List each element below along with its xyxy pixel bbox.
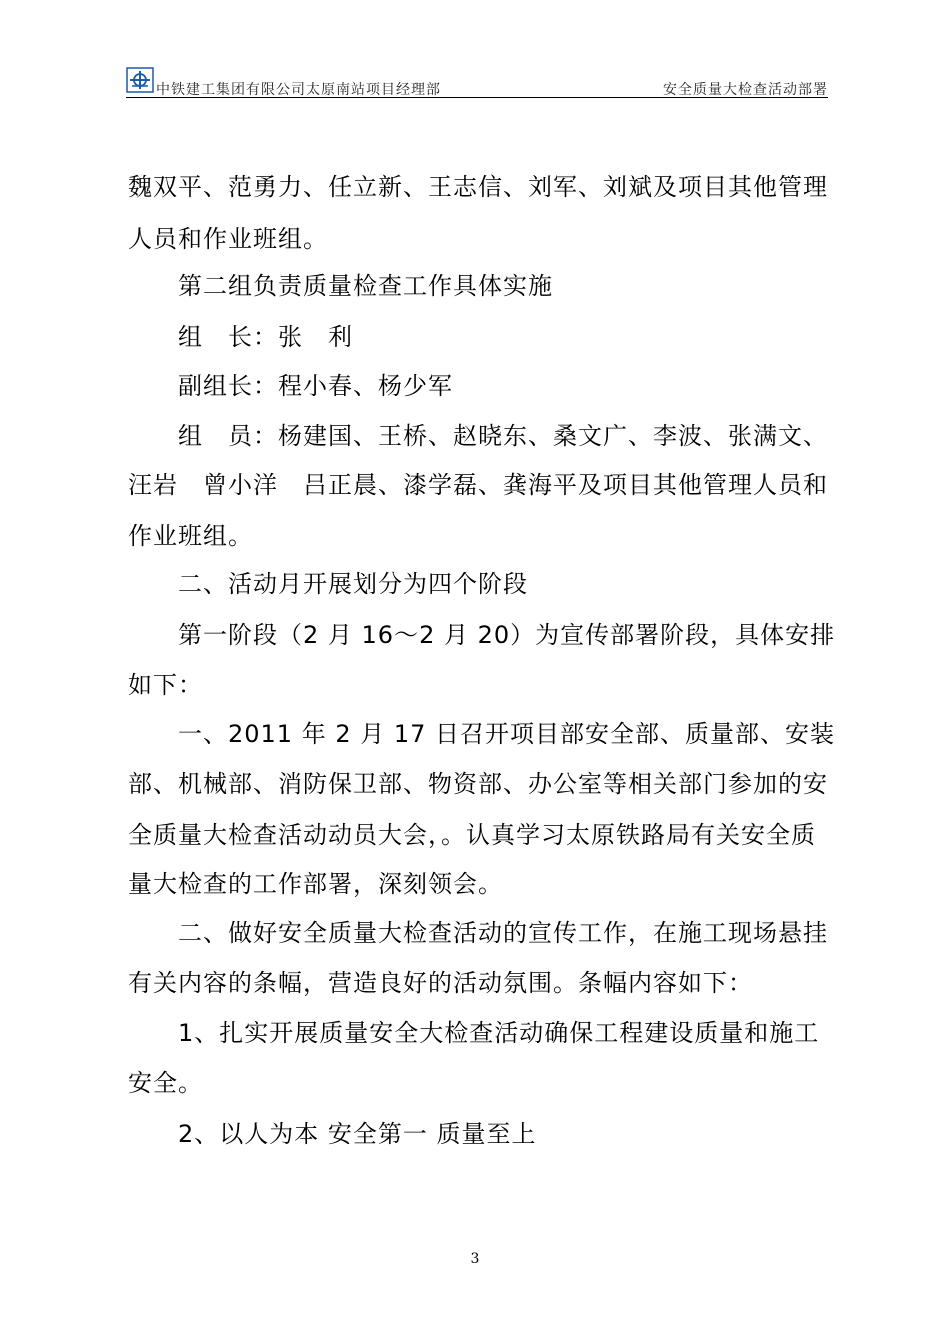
body-line: 副组长：程小春、杨少军 [178, 372, 453, 400]
body-line: 1、扎实开展质量安全大检查活动确保工程建设质量和施工 [178, 1019, 820, 1047]
body-line: 人员和作业班组。 [128, 225, 328, 253]
page-number: 3 [470, 1251, 480, 1267]
body-line: 第一阶段（2 月 16～2 月 20）为宣传部署阶段，具体安排 [178, 621, 836, 649]
section-heading: 二、活动月开展划分为四个阶段 [178, 570, 528, 598]
body-line: 作业班组。 [128, 522, 253, 550]
header-document-title: 安全质量大检查活动部署 [663, 82, 828, 98]
header-company-name: 中铁建工集团有限公司太原南站项目经理部 [156, 82, 441, 98]
body-line: 部、机械部、消防保卫部、物资部、办公室等相关部门参加的安 [128, 770, 828, 798]
body-line: 二、做好安全质量大检查活动的宣传工作，在施工现场悬挂 [178, 919, 828, 947]
body-line: 魏双平、范勇力、任立新、王志信、刘军、刘斌及项目其他管理 [128, 173, 828, 201]
section-heading: 第二组负责质量检查工作具体实施 [178, 272, 553, 300]
body-line: 有关内容的条幅，营造良好的活动氛围。条幅内容如下： [128, 969, 753, 997]
body-line: 组 员：杨建国、王桥、赵晓东、桑文广、李波、张满文、 [178, 422, 828, 450]
body-line: 安全。 [128, 1069, 203, 1097]
company-logo [126, 67, 154, 93]
header-divider [126, 97, 828, 98]
page-header [126, 64, 828, 98]
body-line: 量大检查的工作部署，深刻领会。 [128, 870, 503, 898]
body-line: 如下： [128, 671, 203, 699]
body-line: 汪岩 曾小洋 吕正晨、漆学磊、龚海平及项目其他管理人员和 [128, 471, 828, 499]
body-line: 组 长：张 利 [178, 323, 353, 351]
body-line: 全质量大检查活动动员大会，。认真学习太原铁路局有关安全质 [128, 821, 816, 849]
body-line: 2、以人为本 安全第一 质量至上 [178, 1120, 537, 1148]
body-line: 一、2011 年 2 月 17 日召开项目部安全部、质量部、安装 [178, 720, 836, 748]
